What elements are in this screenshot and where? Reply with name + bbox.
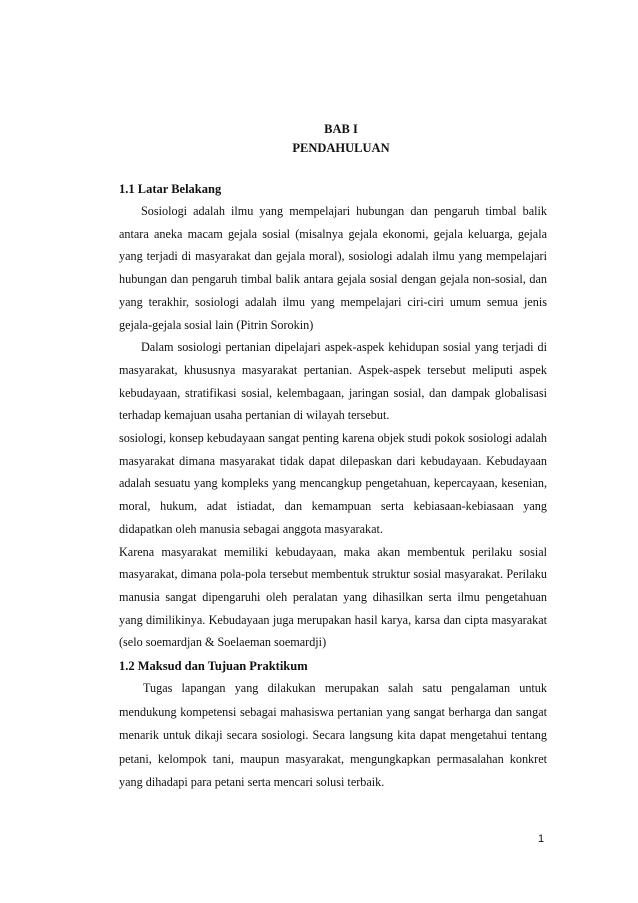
section-heading-latar-belakang: 1.1 Latar Belakang — [119, 182, 222, 196]
chapter-title: PENDAHULUAN — [292, 141, 390, 155]
section-body-latar-belakang — [119, 200, 547, 654]
chapter-label: BAB I — [324, 122, 358, 136]
section-heading-maksud-tujuan: 1.2 Maksud dan Tujuan Praktikum — [119, 659, 308, 673]
section-body-maksud-tujuan — [119, 677, 547, 795]
paragraph: sosiologi, konsep kebudayaan sangat penting karena objek studi pokok sosiologi adalah masyarakat dimana masyarakat tidak dapat dilepaskan dari kebudayaan. Kebudayaan adalah sesuatu yang kompleks yang mencangkup pengetahuan, kepercayaan, kesenian, moral, hukum, adat istiadat, dan kemampuan serta kebiasaan-kebiasaan yang didapatkan oleh manusia sebagai anggota masyarakat. — [119, 431, 547, 536]
paragraph: Dalam sosiologi pertanian dipelajari aspek-aspek kehidupan sosial yang terjadi di masyarakat, khususnya masyarakat pertanian. Aspek-aspek tersebut meliputi aspek kebudayaan, stratifikasi sosial, kelembagaan, jaringan sosial, dan dampak globalisasi terhadap kemajuan usaha pertanian di wilayah tersebut. — [119, 340, 547, 423]
paragraph: Sosiologi adalah ilmu yang mempelajari hubungan dan pengaruh timbal balik antara aneka macam gejala sosial (misalnya gejala ekonomi, gejala keluarga, gejala yang terjadi di masyarakat dan gejala moral), sosiologi adalah ilmu yang mempelajari hubungan dan pengaruh timbal balik antara gejala sosial dengan gejala non-sosial, dan yang terakhir, sosiologi adalah ilmu yang mempelajari ciri-ciri umum semua jenis gejala-gejala sosial lain (Pitrin Sorokin) — [119, 204, 547, 332]
page-number: 1 — [538, 833, 545, 845]
paragraph: Tugas lapangan yang dilakukan merupakan salah satu pengalaman untuk mendukung kompetensi sebagai mahasiswa pertanian yang sangat berharga dan sangat menarik untuk dikaji secara sosiologi. Secara langsung kita dapat mengetahui tentang petani, kelompok tani, maupun masyarakat, mengungkapkan permasalahan konkret yang dihadapi para petani serta mencari solusi terbaik. — [119, 681, 547, 789]
paragraph: Karena masyarakat memiliki kebudayaan, maka akan membentuk perilaku sosial masyarakat, dimana pola-pola tersebut membentuk struktur sosial masyarakat. Perilaku manusia sangat dipengaruhi oleh peralatan yang dihasilkan serta ilmu pengetahuan yang dimilikinya. Kebudayaan juga merupakan hasil karya, karsa dan cipta masyarakat (selo soemardjan & Soelaeman soemardji) — [119, 544, 547, 650]
